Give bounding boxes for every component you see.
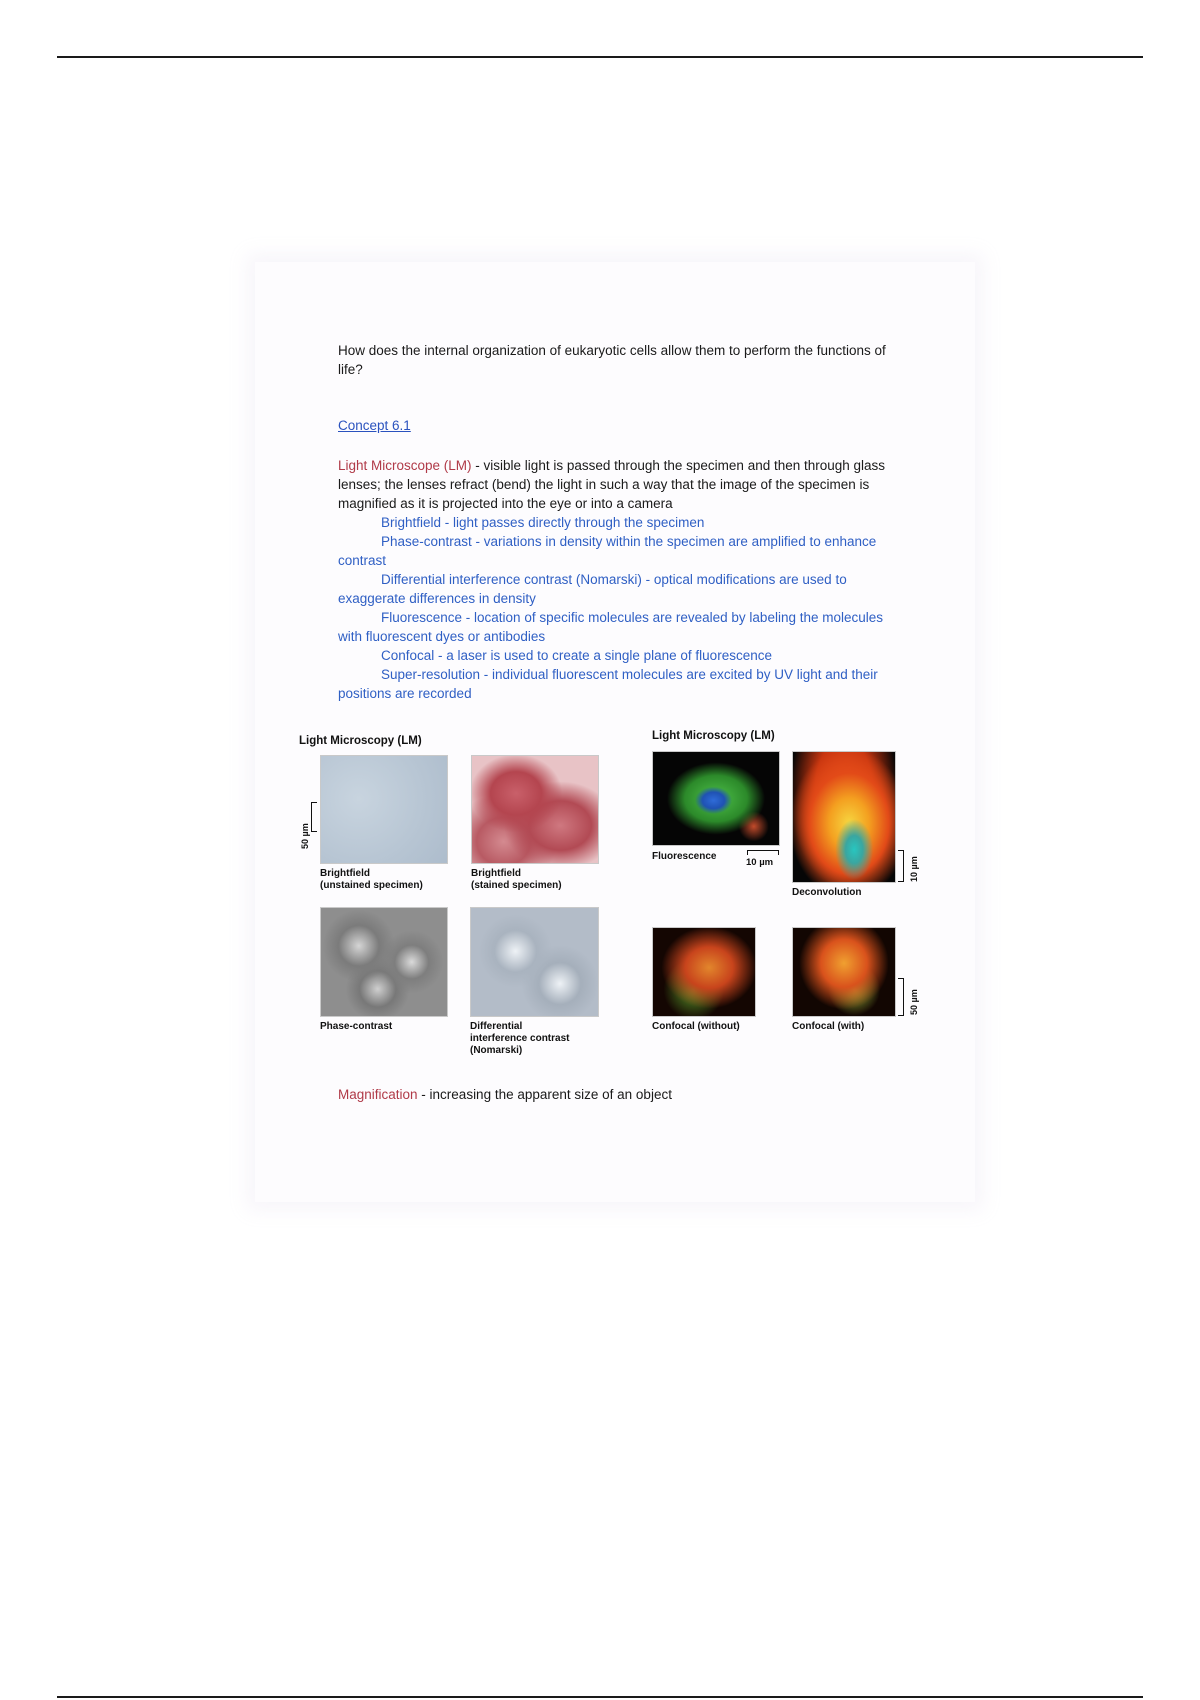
brightfield-unstained-image (320, 755, 448, 864)
deconvolution-image (792, 751, 896, 883)
light-microscope-section (338, 456, 898, 703)
caption-brightfield-stained: Brightfield (stained specimen) (471, 868, 562, 891)
technique-brightfield: Brightfield - light passes directly through the specimen (381, 515, 705, 530)
magnification-definition (338, 1087, 672, 1102)
scale-label: 50 µm (300, 823, 310, 849)
phase-contrast-image (320, 907, 448, 1017)
magnification-term: Magnification (338, 1087, 418, 1102)
caption-fluorescence: Fluorescence (652, 851, 717, 862)
fluorescence-image (652, 751, 780, 846)
scale-label-confocal: 50 µm (909, 989, 919, 1015)
technique-fluorescence: Fluorescence - location of specific molecules are revealed by labeling the molecules with fluorescent dyes or antibodies (338, 610, 884, 644)
figure-left-title: Light Microscopy (LM) (299, 735, 422, 747)
lm-term: Light Microscope (LM) (338, 458, 472, 473)
scale-bar-deconvolution (898, 850, 904, 882)
scale-bar-fluorescence (747, 850, 779, 855)
confocal-without-image (652, 927, 756, 1017)
page-sheet (255, 262, 975, 1202)
lm-definition: - visible light is passed through the specimen and then through glass lenses; the lenses refract (bend) the light in such a way that the image of the specimen is magnified as it is projected into the eye or into a camera (338, 458, 886, 511)
concept-link[interactable]: Concept 6.1 (338, 418, 411, 433)
confocal-with-image (792, 927, 896, 1017)
guiding-question: How does the internal organization of eukaryotic cells allow them to perform the functions of life? (338, 343, 886, 377)
scale-bar-confocal (898, 978, 904, 1016)
figure-right-title: Light Microscopy (LM) (652, 730, 775, 742)
brightfield-stained-image (471, 755, 599, 864)
scale-bar (311, 802, 317, 832)
caption-phase-contrast: Phase-contrast (320, 1021, 393, 1032)
technique-confocal: Confocal - a laser is used to create a single plane of fluorescence (381, 648, 772, 663)
caption-dic: Differential interference contrast (Nomarski) (470, 1021, 570, 1056)
scale-label-fluorescence: 10 µm (746, 857, 774, 868)
caption-deconvolution: Deconvolution (792, 887, 862, 898)
technique-super-resolution: Super-resolution - individual fluorescent molecules are excited by UV light and their positions are recorded (338, 667, 878, 701)
caption-confocal-with: Confocal (with) (792, 1021, 865, 1032)
caption-brightfield-unstained: Brightfield (unstained specimen) (320, 868, 423, 891)
top-rule (57, 56, 1143, 58)
caption-confocal-without: Confocal (without) (652, 1021, 740, 1032)
technique-phase-contrast: Phase-contrast - variations in density within the specimen are amplified to enhance contrast (338, 534, 877, 568)
dic-image (470, 907, 599, 1017)
magnification-text: - increasing the apparent size of an object (417, 1087, 672, 1102)
scale-label-deconvolution: 10 µm (909, 856, 919, 882)
technique-dic: Differential interference contrast (Nomarski) - optical modifications are used to exaggerate differences in density (338, 572, 847, 606)
bottom-rule (57, 1696, 1143, 1698)
